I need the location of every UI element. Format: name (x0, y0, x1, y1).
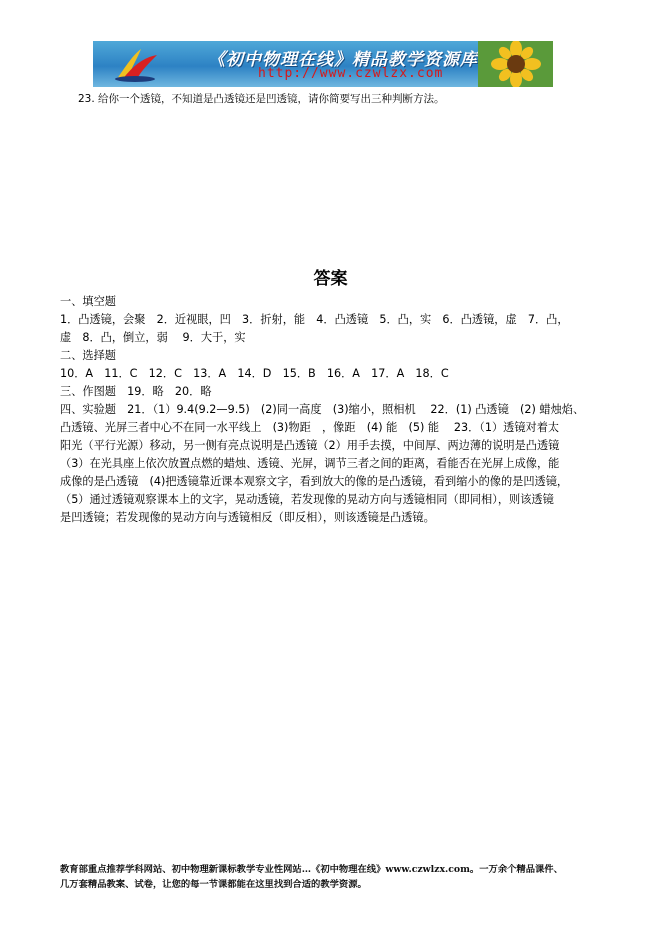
answer-line: 凸透镜、光屏三者中心不在同一水平线上 (3)物距 ，像距 (4) 能 (5) 能 23．（1）透镜对着太 (60, 421, 560, 434)
answer-line: 是凹透镜；若发现像的晃动方向与透镜相反（即反相），则该透镜是凸透镜。 (60, 511, 435, 524)
sunflower-icon (478, 41, 553, 87)
banner-title: 《初中物理在线》精品教学资源库 (208, 50, 478, 70)
answer-line: 三、作图题 19．略 20．略 (60, 385, 212, 398)
answer-line: 成像的是凸透镜 (4)把透镜靠近课本观察文字，看到放大的像的是凸透镜，看到缩小的像的是凹透镜， (60, 475, 569, 488)
answer-heading: 答案 (313, 269, 348, 289)
site-logo-icon (111, 45, 159, 83)
answer-line: 1．凸透镜，会聚 2．近视眼，凹 3．折射，能 4．凸透镜 5．凸，实 6．凸透镜，虚 7．凸， (60, 313, 569, 326)
answer-line: 10．A 11．C 12．C 13．A 14．D 15．B 16．A 17．A 18．C (60, 367, 449, 380)
answer-line: （3）在光具座上依次放置点燃的蜡烛、透镜、光屏，调节三者之间的距离，看能否在光屏上成像，能 (60, 457, 560, 470)
answer-line: 虚 8．凸，倒立，弱 9．大于，实 (60, 331, 246, 344)
answer-line: 阳光（平行光源）移动，另一侧有亮点说明是凸透镜（2）用手去摸，中间厚、两边薄的说明是凸透镜 (60, 439, 560, 452)
footer-line: 几万套精品教案、试卷，让您的每一节课都能在这里找到合适的教学资源。 (60, 879, 367, 890)
footer-line: 教育部重点推荐学科网站、初中物理新课标教学专业性网站…《初中物理在线》www.czwlzx.com。一万余个精品课件、 (60, 864, 563, 875)
header-banner (93, 41, 553, 87)
answer-line: 一、填空题 (60, 295, 116, 308)
answer-line: （5）通过透镜观察课本上的文字，晃动透镜，若发现像的晃动方向与透镜相同（即同相），则该透镜 (60, 493, 554, 506)
page-footer (60, 862, 620, 892)
answer-line: 二、选择题 (60, 349, 116, 362)
answer-line: 四、实验题 21．（1）9.4(9.2—9.5) (2)同一高度 (3)缩小，照相机 22．(1) 凸透镜 (2) 蜡烛焰、 (60, 403, 585, 416)
question-23: 23. 给你一个透镜，不知道是凸透镜还是凹透镜，请你简要写出三种判断方法。 (78, 93, 445, 105)
banner-url[interactable]: http://www.czwlzx.com (258, 66, 444, 81)
answer-body (60, 293, 620, 527)
